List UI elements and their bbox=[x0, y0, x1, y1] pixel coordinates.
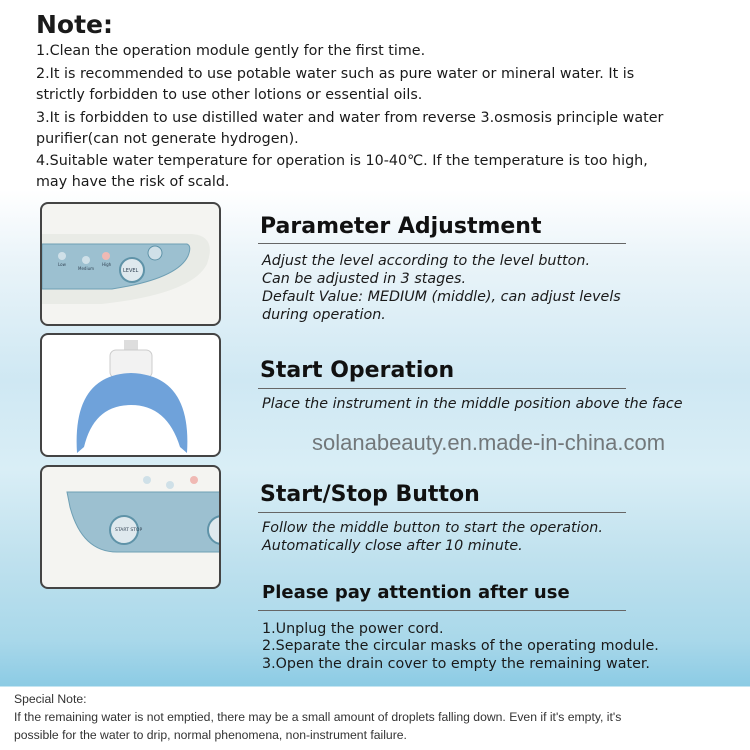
after-use-line: 2.Separate the circular masks of the operating module. bbox=[262, 638, 659, 654]
medium-label: Medium bbox=[78, 266, 94, 271]
section-text: Adjust the level according to the level button. bbox=[262, 253, 591, 269]
section-title: Start Operation bbox=[260, 358, 455, 383]
high-label: High bbox=[102, 262, 112, 267]
after-use-line: 1.Unplug the power cord. bbox=[262, 621, 444, 637]
divider bbox=[258, 243, 626, 244]
control-panel-start-stop-image bbox=[40, 465, 221, 589]
note-line: 2.It is recommended to use potable water such as pure water or mineral water. It is bbox=[36, 66, 635, 82]
note-line: purifier(can not generate hydrogen). bbox=[36, 131, 299, 147]
special-note bbox=[0, 687, 750, 750]
section-text: Default Value: MEDIUM (middle), can adjust levels bbox=[262, 289, 621, 305]
note-line: 1.Clean the operation module gently for the first time. bbox=[36, 43, 426, 59]
special-note-line: possible for the water to drip, normal phenomena, non-instrument failure. bbox=[14, 728, 407, 742]
divider bbox=[258, 512, 626, 513]
start-stop-button-label: START STOP bbox=[115, 528, 143, 533]
section-text: during operation. bbox=[262, 307, 386, 323]
note-line: strictly forbidden to use other lotions or essential oils. bbox=[36, 87, 423, 103]
low-label: Low bbox=[58, 262, 66, 267]
note-line: may have the risk of scald. bbox=[36, 174, 230, 190]
note-title: Note: bbox=[36, 10, 114, 39]
after-use-line: 3.Open the drain cover to empty the remaining water. bbox=[262, 656, 650, 672]
after-use-title: Please pay attention after use bbox=[262, 582, 570, 603]
note-line: 4.Suitable water temperature for operation is 10-40℃. If the temperature is too high, bbox=[36, 153, 648, 169]
section-title: Parameter Adjustment bbox=[260, 214, 542, 239]
special-note-line: If the remaining water is not emptied, there may be a small amount of droplets falling down. Even if it's empty, it's bbox=[14, 710, 622, 724]
divider bbox=[258, 388, 626, 389]
section-text: Follow the middle button to start the operation. bbox=[262, 520, 603, 536]
hydrogen-mask-image bbox=[40, 333, 221, 457]
divider bbox=[258, 610, 626, 611]
watermark: solanabeauty.en.made-in-china.com bbox=[312, 430, 666, 455]
section-title: Start/Stop Button bbox=[260, 482, 480, 507]
section-text: Automatically close after 10 minute. bbox=[262, 538, 523, 554]
note-line: 3.It is forbidden to use distilled water and water from reverse 3.osmosis principle water bbox=[36, 110, 664, 126]
special-note-title: Special Note: bbox=[14, 692, 87, 706]
section-text: Can be adjusted in 3 stages. bbox=[262, 271, 467, 287]
level-button-label: LEVEL bbox=[123, 268, 139, 274]
control-panel-level-image bbox=[40, 202, 221, 326]
section-text: Place the instrument in the middle position above the face bbox=[262, 396, 683, 412]
